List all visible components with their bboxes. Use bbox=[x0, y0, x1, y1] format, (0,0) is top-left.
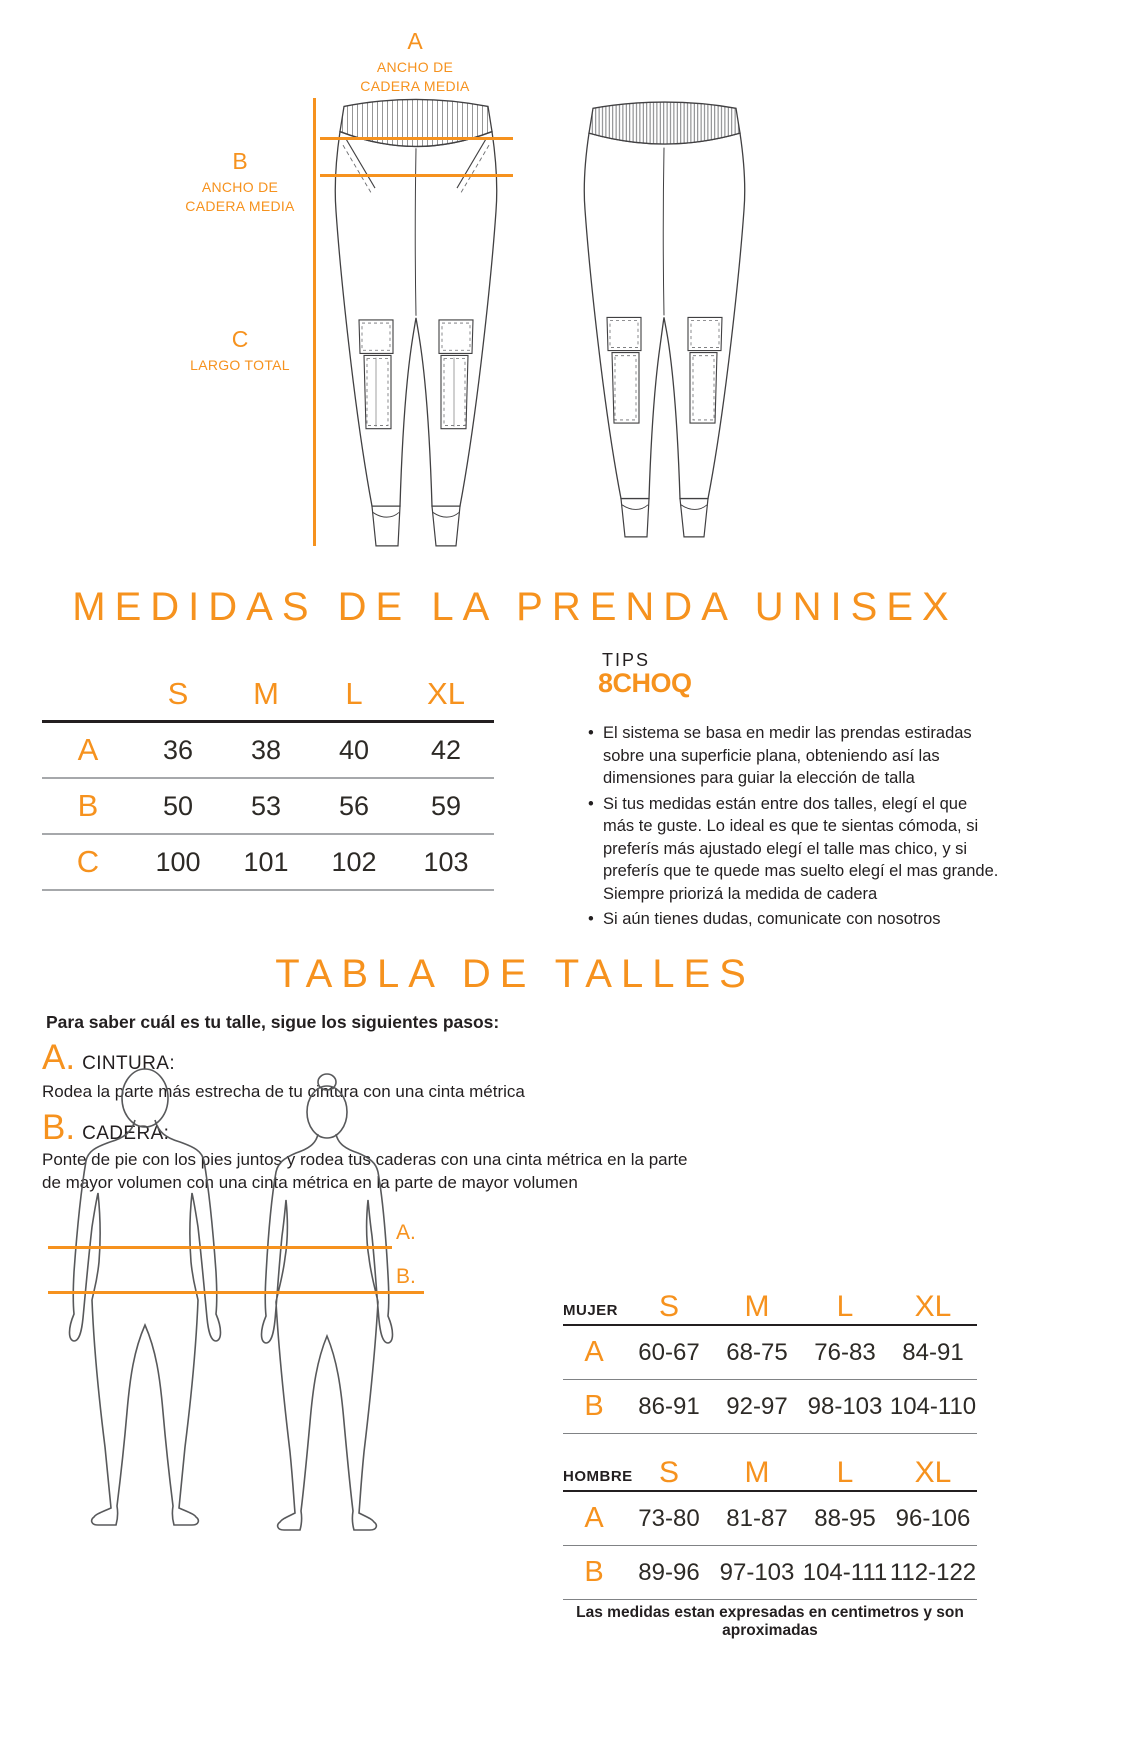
group-label-mujer: MUJER bbox=[563, 1302, 619, 1319]
tips-list bbox=[588, 722, 1002, 934]
figure-mark-b: B. bbox=[396, 1265, 416, 1288]
figure-line-b bbox=[48, 1291, 424, 1294]
step-b-text: Ponte de pie con los pies juntos y rodea tus caderas con una cinta métrica en la parte de mayor volumen con una cinta métrica en la parte de mayor volumen bbox=[42, 1150, 688, 1192]
garment-row-c: C 100 101 102 103 bbox=[42, 833, 494, 889]
mujer-table bbox=[563, 1286, 977, 1434]
garment-size-m: M bbox=[253, 676, 279, 711]
measure-line-c-vertical bbox=[313, 98, 316, 546]
mujer-row-b: B 86-91 92-97 98-103 104-110 bbox=[563, 1379, 977, 1433]
garment-size-l: L bbox=[345, 676, 363, 711]
garment-row-b: B 50 53 56 59 bbox=[42, 777, 494, 833]
hombre-row-b: B 89-96 97-103 104-111 112-122 bbox=[563, 1545, 977, 1599]
measure-letter-c: C bbox=[231, 326, 249, 352]
measure-line-a bbox=[320, 137, 513, 140]
figure-line-a bbox=[48, 1246, 392, 1249]
garment-size-xl: XL bbox=[427, 676, 465, 711]
measure-line-b bbox=[320, 174, 513, 177]
tip-item: • Si tus medidas están entre dos talles, elegí el que más te guste. Lo ideal es que te sientas cómoda, si preferís más ajustado elegí el talle mas chico, y si preferís que te quede mas suelto elegí el mas grande. Siempre priorizá la medida de cadera bbox=[588, 793, 1002, 906]
garment-row-a: A 36 38 40 42 bbox=[42, 720, 494, 777]
tips-heading: TIPS bbox=[602, 650, 651, 670]
body-silhouettes bbox=[50, 1062, 420, 1532]
garment-table bbox=[42, 664, 494, 891]
man-silhouette bbox=[70, 1069, 221, 1525]
hombre-table-header: HOMBRE S M L XL bbox=[563, 1456, 952, 1489]
hombre-table bbox=[563, 1452, 977, 1600]
tip-item: • Si aún tienes dudas, comunicate con nosotros bbox=[588, 908, 1002, 931]
talles-title: TABLA DE TALLES bbox=[275, 952, 755, 996]
group-label-hombre: HOMBRE bbox=[563, 1468, 633, 1485]
talles-intro: Para saber cuál es tu talle, sigue los siguientes pasos: bbox=[46, 1012, 500, 1032]
step-a-heading: A. CINTURA: bbox=[42, 1038, 175, 1077]
step-b-heading: B. CADERA: bbox=[42, 1108, 170, 1147]
measure-label-b: B ANCHO DE CADERA MEDIA bbox=[165, 146, 315, 215]
measurements-footnote: Las medidas estan expresadas en centimetros y son aproximadas bbox=[576, 1604, 964, 1639]
mujer-table-header: MUJER S M L XL bbox=[563, 1290, 952, 1323]
step-a-text: Rodea la parte más estrecha de tu cintura con una cinta métrica bbox=[42, 1082, 525, 1101]
garment-size-s: S bbox=[167, 676, 189, 711]
hombre-row-a: A 73-80 81-87 88-95 96-106 bbox=[563, 1490, 977, 1545]
pants-back-diagram bbox=[577, 100, 752, 540]
measure-label-c: C LARGO TOTAL bbox=[165, 324, 315, 375]
garment-title: MEDIDAS DE LA PRENDA UNISEX bbox=[72, 585, 958, 629]
brand-logo: 8CHOQ bbox=[598, 668, 692, 698]
measure-letter-b: B bbox=[232, 148, 248, 174]
mujer-row-a: A 60-67 68-75 76-83 84-91 bbox=[563, 1324, 977, 1379]
measure-label-a: A ANCHO DE CADERA MEDIA bbox=[340, 26, 490, 95]
garment-table-header bbox=[42, 664, 494, 720]
woman-silhouette bbox=[262, 1074, 393, 1530]
figure-mark-a: A. bbox=[396, 1221, 416, 1244]
pants-front-diagram bbox=[330, 96, 502, 548]
measure-letter-a: A bbox=[407, 28, 423, 54]
tip-item: • El sistema se basa en medir las prendas estiradas sobre una superficie plana, obteniendo así las dimensiones para guiar la elección de talla bbox=[588, 722, 1002, 790]
